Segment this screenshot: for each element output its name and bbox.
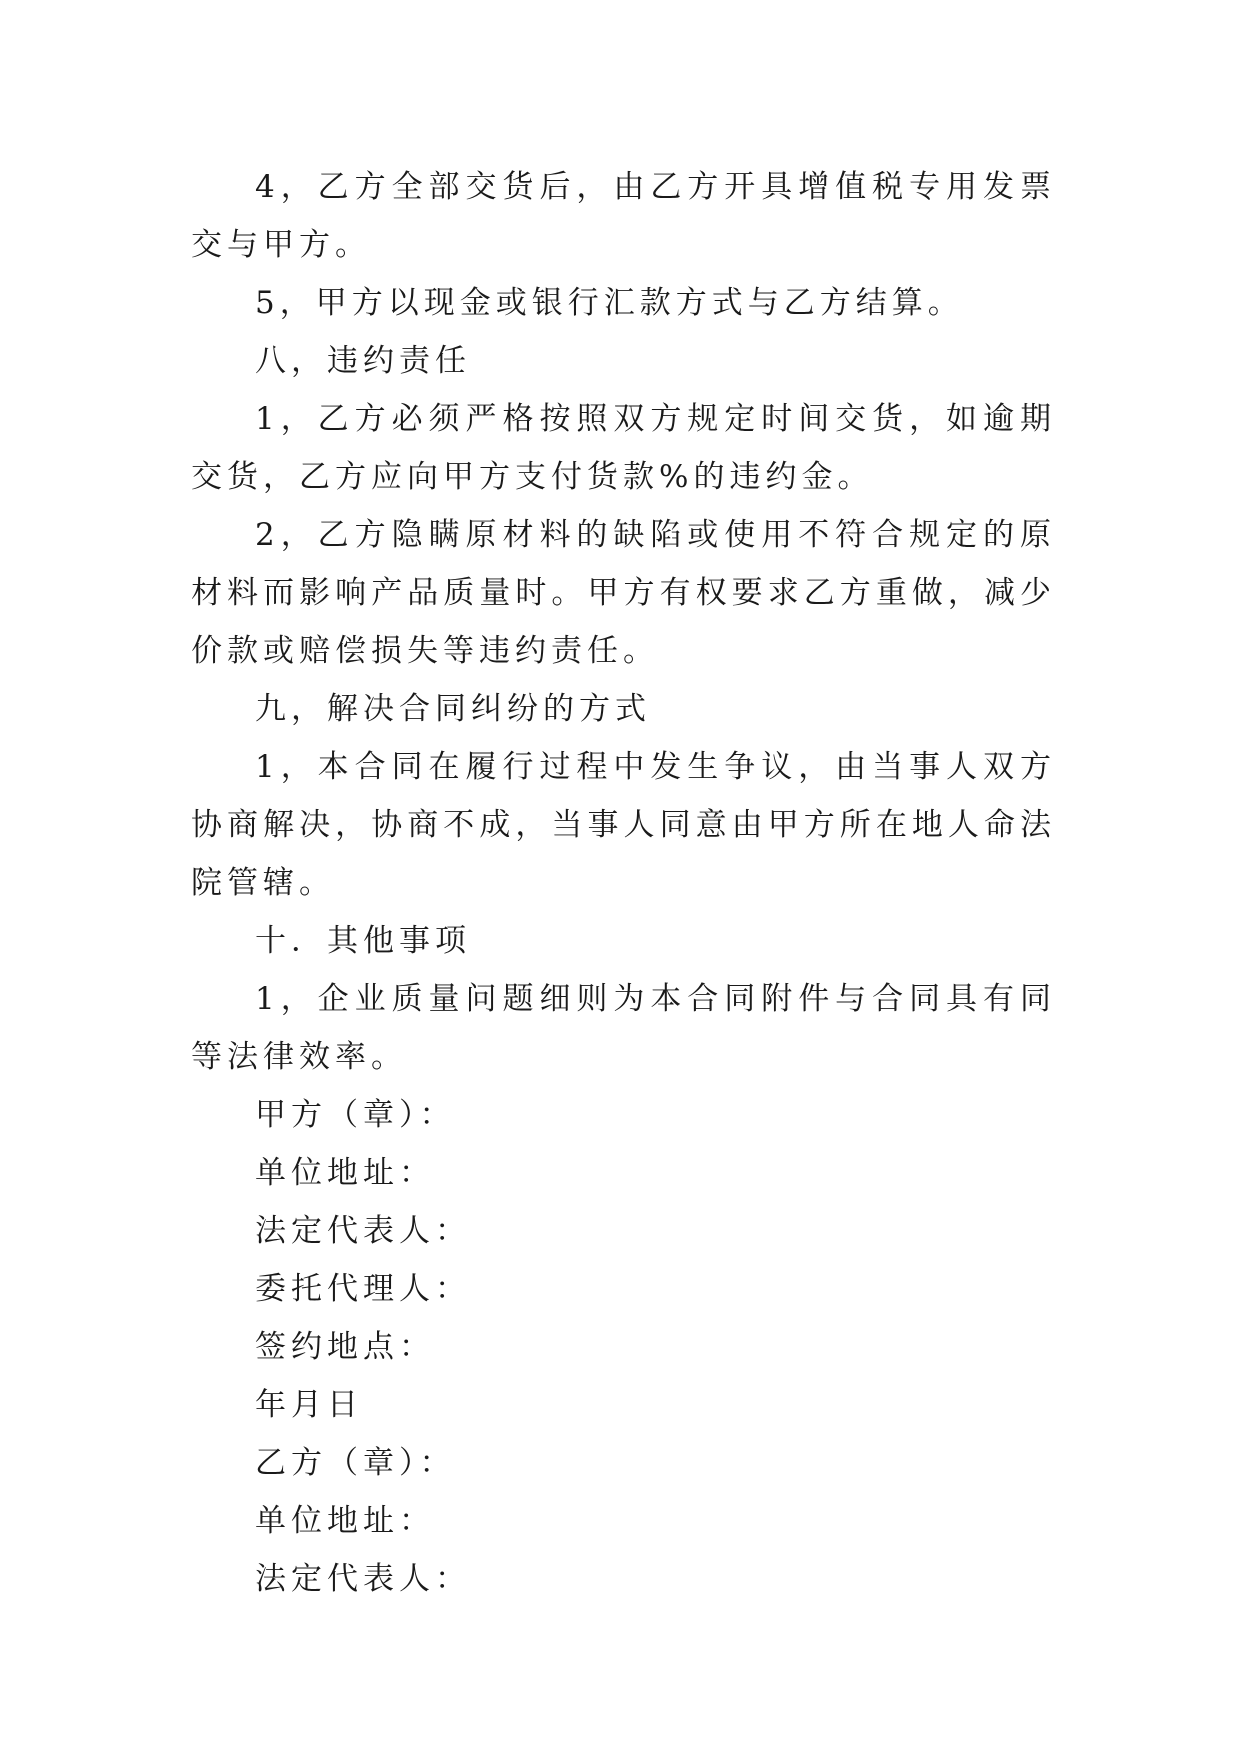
signing-place-label: 签约地点： [255,1329,435,1365]
clause-7-item-4: 4，乙方全部交货后，由乙方开具增值税专用发票交与甲方。 [191,169,1056,263]
clause-8-item-1: 1，乙方必须严格按照双方规定时间交货，如逾期交货，乙方应向甲方支付货款%的违约金。 [191,401,1056,495]
party-b-address-label: 单位地址： [255,1503,435,1539]
section-heading-9: 九，解决合同纠纷的方式 [255,691,651,727]
clause-7-item-5: 5，甲方以现金或银行汇款方式与乙方结算。 [255,285,964,321]
document-body [191,158,1056,1608]
section-heading-10: 十．其他事项 [255,923,471,959]
date-label: 年月日 [255,1387,363,1423]
clause-8-item-2: 2，乙方隐瞒原材料的缺陷或使用不符合规定的原材料而影响产品质量时。甲方有权要求乙方重做，减少价款或赔偿损失等违约责任。 [191,517,1056,669]
section-heading-8: 八，违约责任 [255,343,471,379]
party-b-legal-rep-label: 法定代表人： [255,1561,471,1597]
party-a-legal-rep-label: 法定代表人： [255,1213,471,1249]
clause-10-item-1: 1，企业质量问题细则为本合同附件与合同具有同等法律效率。 [191,981,1056,1075]
party-b-seal-label: 乙方（章）： [255,1445,456,1481]
party-a-address-label: 单位地址： [255,1155,435,1191]
clause-9-item-1: 1，本合同在履行过程中发生争议，由当事人双方协商解决，协商不成，当事人同意由甲方所在地人命法院管辖。 [191,749,1056,901]
party-a-agent-label: 委托代理人： [255,1271,471,1307]
party-a-seal-label: 甲方（章）： [255,1097,456,1133]
